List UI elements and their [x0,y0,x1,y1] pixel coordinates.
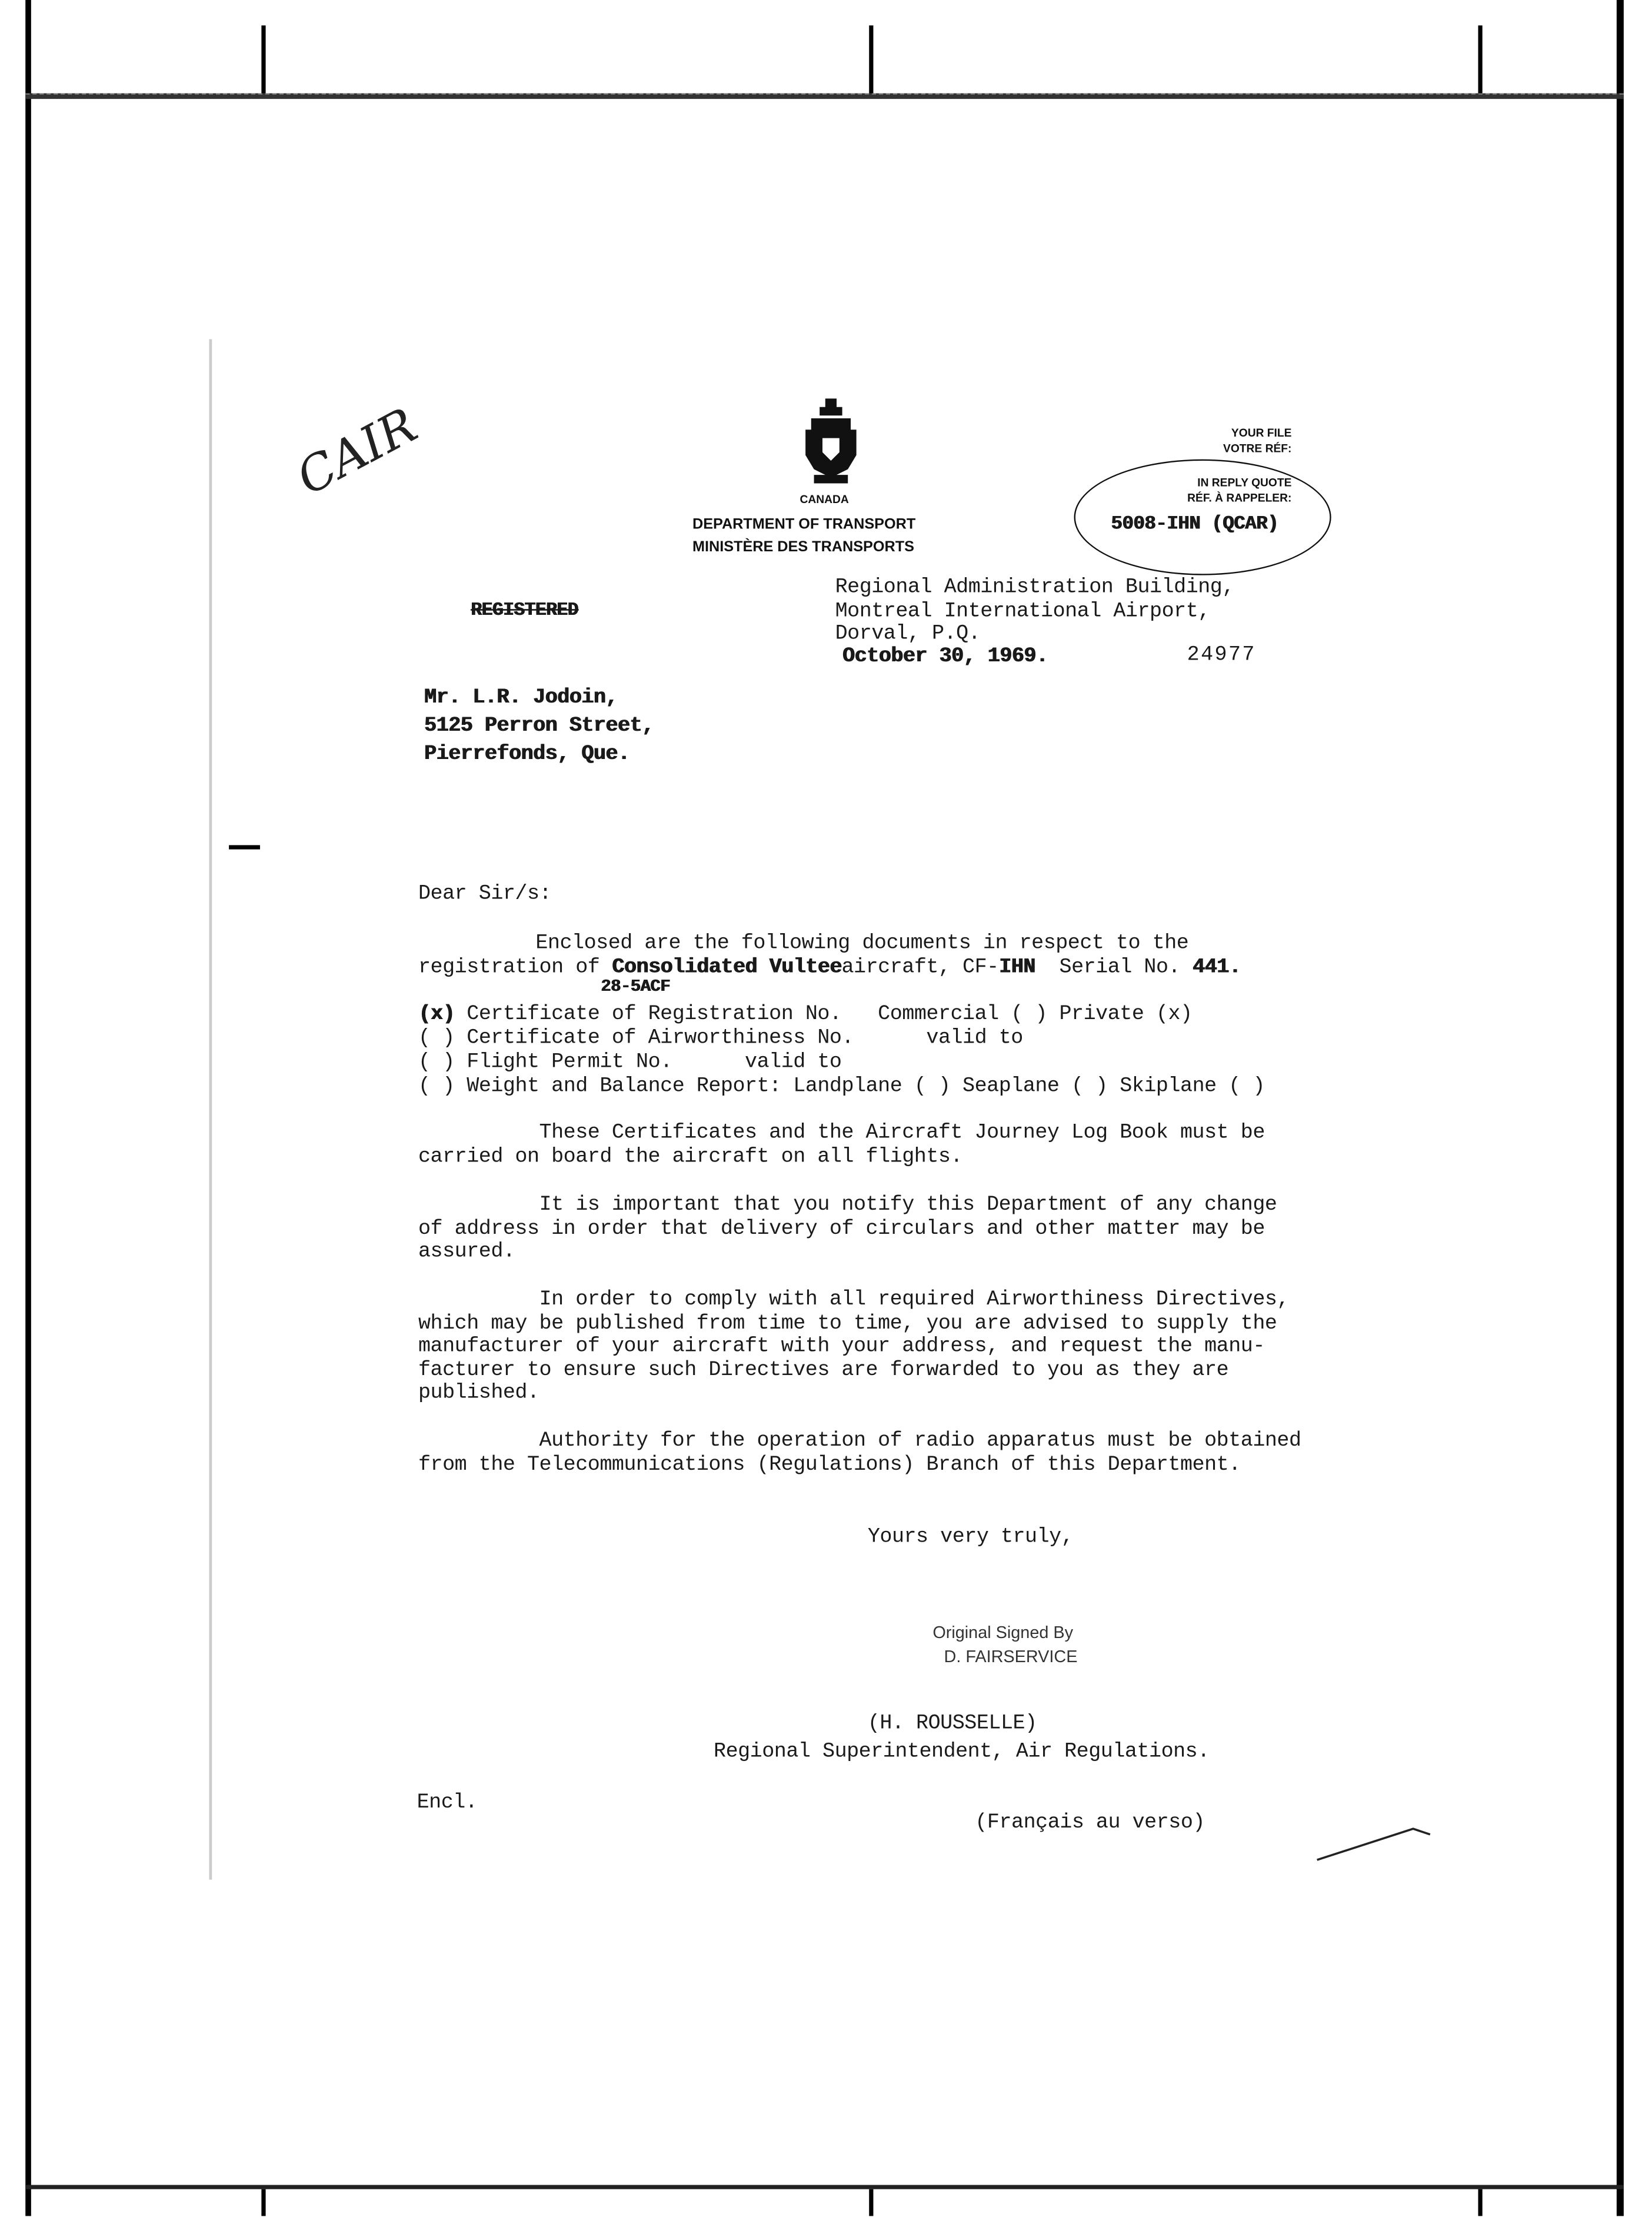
intro-mid: aircraft, CF- [841,957,999,980]
frame-tick [869,25,873,93]
checklist-extra: valid to [854,1027,1023,1050]
recipient-line: 5125 Perron Street, [424,715,654,738]
checkbox-mark: ( ) [418,1027,455,1050]
your-file-label-en: YOUR FILE [1231,427,1292,440]
recipient-line: Pierrefonds, Que. [424,743,630,766]
frame-tick [261,25,265,93]
frame-tick [261,2189,265,2216]
paragraph-line: Authority for the operation of radio apparatus must be obtained [418,1430,1301,1453]
paragraph-line: manufacturer of your aircraft with your address, and request the manu- [418,1335,1265,1359]
checkbox-mark: ( ) [418,1051,455,1074]
paragraph-line: assured. [418,1240,515,1264]
handwritten-note: CAIR [288,397,427,507]
sender-address-line: Montreal International Airport, [835,600,1210,624]
frame-top-border [25,94,1624,99]
reply-quote-label-en: IN REPLY QUOTE [1197,476,1292,490]
checklist-item [418,1076,1265,1098]
recipient-line: Mr. L.R. Jodoin, [424,687,618,710]
paragraph-line: carried on board the aircraft on all flights. [418,1146,963,1169]
letterhead-department-fr: MINISTÈRE DES TRANSPORTS [692,538,914,555]
paragraph-line: which may be published from time to time, you are advised to supply the [418,1313,1277,1336]
intro-prefix: registration of [418,957,612,980]
checklist-item [418,1051,842,1074]
checklist-item [418,1027,1023,1050]
pen-stroke-mark [1314,1823,1434,1866]
checklist-text: Weight and Balance Report: Landplane ( ) Seaplane ( ) Skiplane ( ) [467,1075,1265,1098]
sheet-edge [209,339,212,1879]
sender-address-line: Dorval, P.Q. [835,623,981,646]
your-file-label-fr: VOTRE RÉF: [1223,442,1292,455]
registration-mark: IHN [998,957,1035,980]
intro-line-1: Enclosed are the following documents in respect to the [535,933,1189,956]
enclosure-note: Encl. [417,1792,478,1815]
margin-mark [229,845,260,849]
checklist-extra: Commercial ( ) Private (x) [841,1003,1193,1026]
paragraph-line: from the Telecommunications (Regulations) Branch of this Department. [418,1454,1241,1477]
checklist-text: Certificate of Airworthiness No. [467,1027,854,1050]
frame-tick [1478,25,1482,93]
signature-stamp-line-1: Original Signed By [932,1622,1074,1643]
letterhead-department-en: DEPARTMENT OF TRANSPORT [692,515,916,533]
frame-tick [1478,2189,1482,2216]
signatory-title: Regional Superintendent, Air Regulations. [714,1741,1210,1764]
frame-right-border [1617,0,1624,2216]
intro-serial-label: Serial No. [1035,957,1193,980]
stamp-number: 24977 [1187,644,1256,667]
checklist-extra: valid to [672,1051,842,1074]
checkbox-mark: (x) [418,1003,455,1026]
letterhead-country: CANADA [800,493,849,506]
paragraph-line: These Certificates and the Aircraft Journey Log Book must be [418,1122,1265,1145]
frame-tick [869,2189,873,2216]
sender-address-line: Regional Administration Building, [835,577,1234,600]
checkbox-mark: ( ) [418,1075,455,1098]
paragraph-line: published. [418,1382,539,1405]
serial-number: 441. [1192,957,1241,980]
paragraph-line: of address in order that delivery of circulars and other matter may be [418,1218,1265,1241]
frame-left-border [25,0,31,2216]
frame-bottom-border [25,2185,1624,2189]
letter-date: October 30, 1969. [842,645,1048,669]
reference-number: 5008-IHN (QCAR) [1110,514,1278,536]
french-version-note: (Français au verso) [975,1812,1205,1835]
intro-line-2 [418,957,1241,979]
paragraph-line: facturer to ensure such Directives are forwarded to you as they are [418,1359,1229,1383]
aircraft-model: 28-5ACF [600,976,670,997]
signatory-name: (H. ROUSSELLE) [867,1713,1037,1736]
signature-stamp-line-2: D. FAIRSERVICE [944,1646,1078,1666]
checklist-text: Flight Permit No. [467,1051,672,1074]
checklist-item [418,1003,1193,1026]
paragraph-line: It is important that you notify this Department of any change [418,1194,1277,1217]
registered-label: REGISTERED [470,599,578,621]
canada-coat-of-arms-icon [791,396,871,492]
reply-quote-label-fr: RÉF. À RAPPELER: [1187,491,1292,505]
paragraph-line: In order to comply with all required Airworthiness Directives, [418,1289,1289,1312]
checklist-text: Certificate of Registration No. [467,1003,842,1026]
salutation: Dear Sir/s: [418,883,552,906]
closing: Yours very truly, [867,1526,1074,1549]
aircraft-make: Consolidated Vultee [611,957,842,980]
